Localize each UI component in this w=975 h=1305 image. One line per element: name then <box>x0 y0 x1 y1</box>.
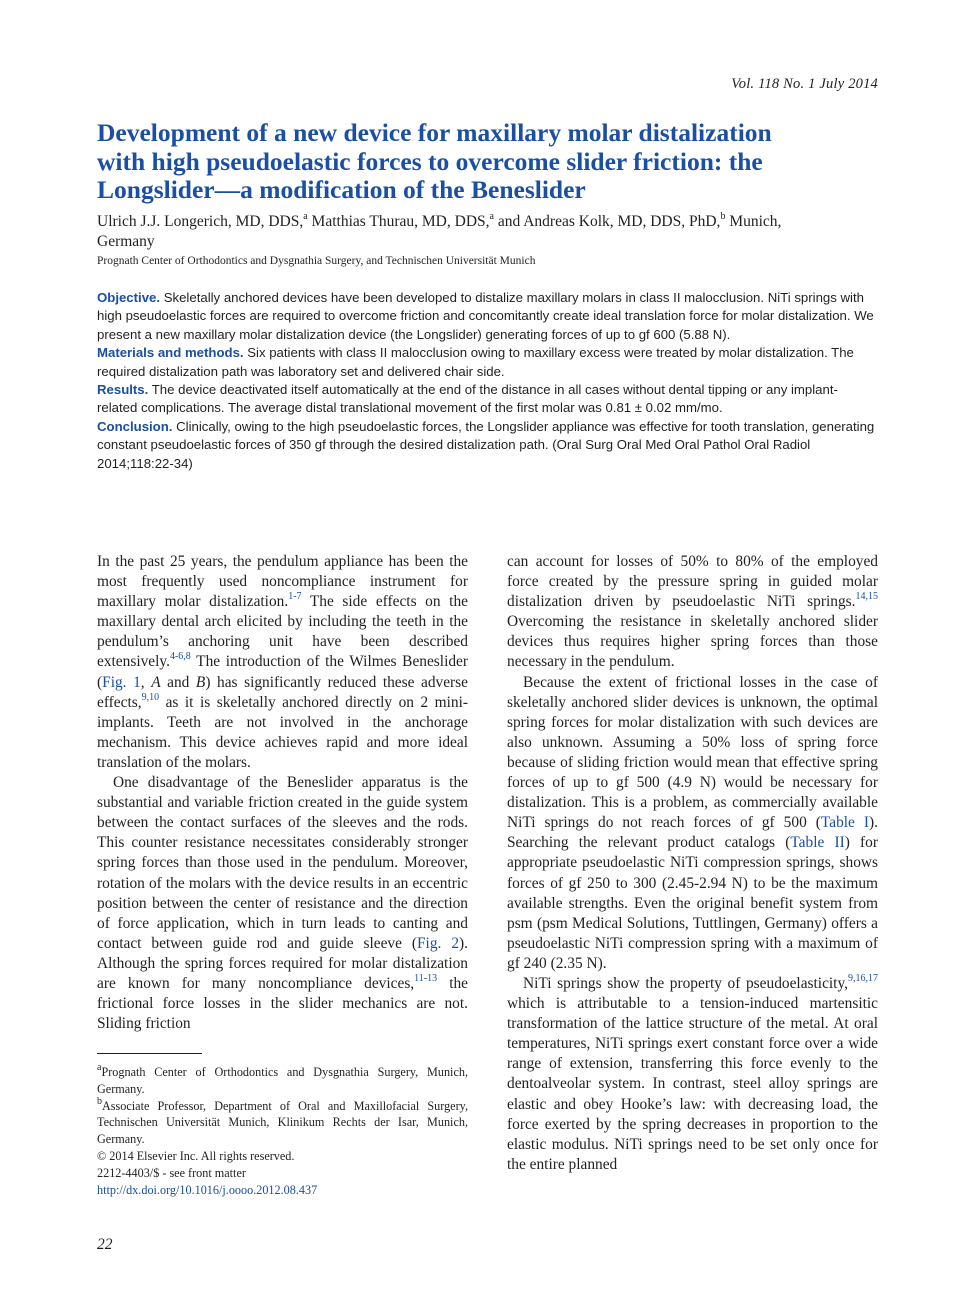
abstract-heading: Objective. <box>97 290 161 305</box>
abstract-text: The device deactivated itself automatically at the end of the distance in all cases without dental tipping or any implant-related complications. The average distal translational movement of the first molar was 0.81 ± 0.02 mm/mo. <box>97 382 838 416</box>
abstract-text: Six patients with class II malocclusion owing to maxillary excess were treated by molar distalization. The required distalization path was laboratory set and delivered chair side. <box>97 345 854 379</box>
figure-panel-label: A <box>151 673 161 691</box>
figure-link[interactable]: Fig. 1 <box>102 673 141 691</box>
author-location: Munich, <box>725 213 782 230</box>
body-text: the frictional force losses in the slider mechanics are not. Sliding friction <box>97 974 469 1033</box>
reference-link[interactable]: 4-6,8 <box>169 651 191 663</box>
affiliation-line: Prognath Center of Orthodontics and Dysgnathia Surgery, and Technischen Universität Munich <box>97 255 536 267</box>
footnotes <box>97 1061 468 1198</box>
body-text: ). Although the spring forces required for molar distalization are known for many noncompliance devices, <box>97 934 468 992</box>
reference-link[interactable]: 14,15 <box>855 591 878 603</box>
body-paragraph <box>507 974 878 1175</box>
body-paragraph <box>97 552 468 773</box>
footnote <box>97 1095 468 1148</box>
abstract-text: Clinically, owing to the high pseudoelastic forces, the Longslider appliance was effective for tooth translation, generating constant pseudoelastic forces of 350 gf through the desired distalization path. (Oral Surg Oral Med Oral Pathol Oral Radiol 2014;118:22-34) <box>97 418 875 471</box>
footnote-text: Prognath Center of Orthodontics and Dysgnathia Surgery, Munich, Germany. <box>97 1065 468 1096</box>
abstract-methods <box>97 344 877 381</box>
author: Matthias Thurau, MD, DDS, <box>307 213 490 230</box>
figure-link[interactable]: Fig. 2 <box>417 934 460 952</box>
body-paragraph <box>507 673 878 974</box>
body-text: ). Searching the relevant product catalogs ( <box>507 814 878 852</box>
abstract-heading: Conclusion. <box>97 418 173 434</box>
author-affil-mark: a <box>303 210 308 222</box>
abstract-objective <box>97 289 877 344</box>
article-title <box>97 119 857 205</box>
body-text: ) for appropriate pseudoelastic NiTi compression springs, shows forces of gf 250 to 300 (2.45-2.94 N) to be the maximum available strengths. Even the original benefit system from psm (psm Medical Solutions, Tuttlingen, Germany) offers a pseudoelastic NiTi compression spring with a maximum of gf 240 (2.35 N). <box>507 834 878 972</box>
abstract-results <box>97 381 877 418</box>
abstract-conclusion <box>97 418 877 473</box>
body-text: which is attributable to a tension-induced martensitic transformation of the lattice structure of the metal. At oral temperatures, NiTi springs exert constant force over a wide range of extension, transferring this force evenly to the dentoalveolar system. In contrast, steel alloy springs are elastic and obey Hooke’s law: with decreasing load, the force exerted by the spring decreases in proportion to the elastic modulus. NiTi springs need to be set only once for the entire planned <box>507 995 878 1173</box>
author-list <box>97 212 877 252</box>
abstract-text: Skeletally anchored devices have been developed to distalize maxillary molars in class II malocclusion. NiTi springs with high pseudoelastic forces are required to overcome friction and concomitantly create ideal translation force for molar distalization. We present a new maxillary molar distalization device (the Longslider) generating forces of up to gf 600 (5.88 N). <box>97 290 874 342</box>
title-line: with high pseudoelastic forces to overcome slider friction: the <box>97 146 763 176</box>
copyright-line: © 2014 Elsevier Inc. All rights reserved. <box>97 1148 295 1163</box>
body-column-left <box>97 552 468 1034</box>
body-text: as it is skeletally anchored directly on 2 mini-implants. Teeth are not involved in the anchorage mechanism. This device achieves rapid and more ideal translation of the molars. <box>97 693 468 771</box>
body-paragraph <box>97 773 468 1034</box>
abstract-heading: Materials and methods. <box>97 345 244 361</box>
body-text: In the past 25 years, the pendulum appliance has been the most frequently used noncompliance instrument for maxillary molar distalization. <box>97 553 468 611</box>
reference-link[interactable]: 9,10 <box>141 691 160 703</box>
title-line: Longslider—a modification of the Beneslider <box>97 175 586 204</box>
abstract <box>97 289 877 473</box>
body-text: and <box>160 673 196 691</box>
footnote-mark: b <box>97 1095 102 1107</box>
reference-link[interactable]: 9,16,17 <box>848 972 878 984</box>
issn-line: 2212-4403/$ - see front matter <box>97 1165 246 1180</box>
author: Ulrich J.J. Longerich, MD, DDS, <box>97 213 304 230</box>
title-line: Development of a new device for maxillary molar distalization <box>97 118 772 147</box>
doi-link[interactable]: http://dx.doi.org/10.1016/j.oooo.2012.08.437 <box>97 1182 318 1197</box>
footnote-text: Associate Professor, Department of Oral and Maxillofacial Surgery, Technischen Universität Munich, Klinikum Rechts der Isar, Munich, Germany. <box>97 1098 468 1147</box>
body-text: can account for losses of 50% to 80% of the employed force created by the pressure spring in guided molar distalization driven by pseudoelastic NiTi springs. <box>507 553 878 611</box>
page-number: 22 <box>97 1236 113 1253</box>
abstract-heading: Results. <box>97 382 149 398</box>
body-text: NiTi springs show the property of pseudoelasticity, <box>523 974 848 992</box>
table-link[interactable]: Table II <box>790 834 845 852</box>
footnote-mark: a <box>97 1061 102 1073</box>
author-affil-mark: b <box>720 210 726 222</box>
footnote-divider <box>97 1053 202 1054</box>
body-text: Overcoming the resistance in skeletally anchored slider devices thus requires higher spring forces than those necessary in the pendulum. <box>507 613 878 671</box>
journal-header: Vol. 118 No. 1 July 2014 <box>731 76 878 92</box>
footnote <box>97 1061 468 1098</box>
reference-link[interactable]: 11-13 <box>414 972 438 984</box>
body-paragraph <box>507 552 878 673</box>
body-text: Because the extent of frictional losses in the case of skeletally anchored slider devices is unknown, the optimal spring forces for molar distalization with such devices are also unknown. Assuming a 50% loss of spring force because of sliding friction would mean that effective spring forces of up to gf 500 (4.9 N) would be necessary for distalization. This is a problem, as commercially available NiTi springs do not reach forces of gf 500 ( <box>507 673 878 832</box>
reference-link[interactable]: 1-7 <box>288 591 302 603</box>
body-text: , <box>140 673 152 691</box>
figure-panel-label: B <box>195 673 206 691</box>
author: and Andreas Kolk, MD, DDS, PhD, <box>493 213 721 230</box>
body-text: The side effects on the maxillary dental arch elicited by including the teeth in the pendulum’s anchoring unit have been described extensively. <box>97 593 468 671</box>
body-text: One disadvantage of the Beneslider apparatus is the substantial and variable friction created in the guide system between the contact surfaces of the sleeves and the rods. This counter resistance necessitates considerably stronger spring forces than those used in the pendulum. Moreover, rotation of the molars with the device results in an eccentric position between the center of resistance and the direction of force application, which in turn leads to canting and contact between guide rod and guide sleeve ( <box>97 774 468 952</box>
table-link[interactable]: Table I <box>820 814 870 832</box>
body-text: ) has significantly reduced these adverse effects, <box>97 673 468 711</box>
author-affil-mark: a <box>489 210 494 222</box>
body-text: The introduction of the Wilmes Beneslider ( <box>97 653 468 691</box>
body-column-right <box>507 552 878 1175</box>
author-location: Germany <box>97 233 155 250</box>
